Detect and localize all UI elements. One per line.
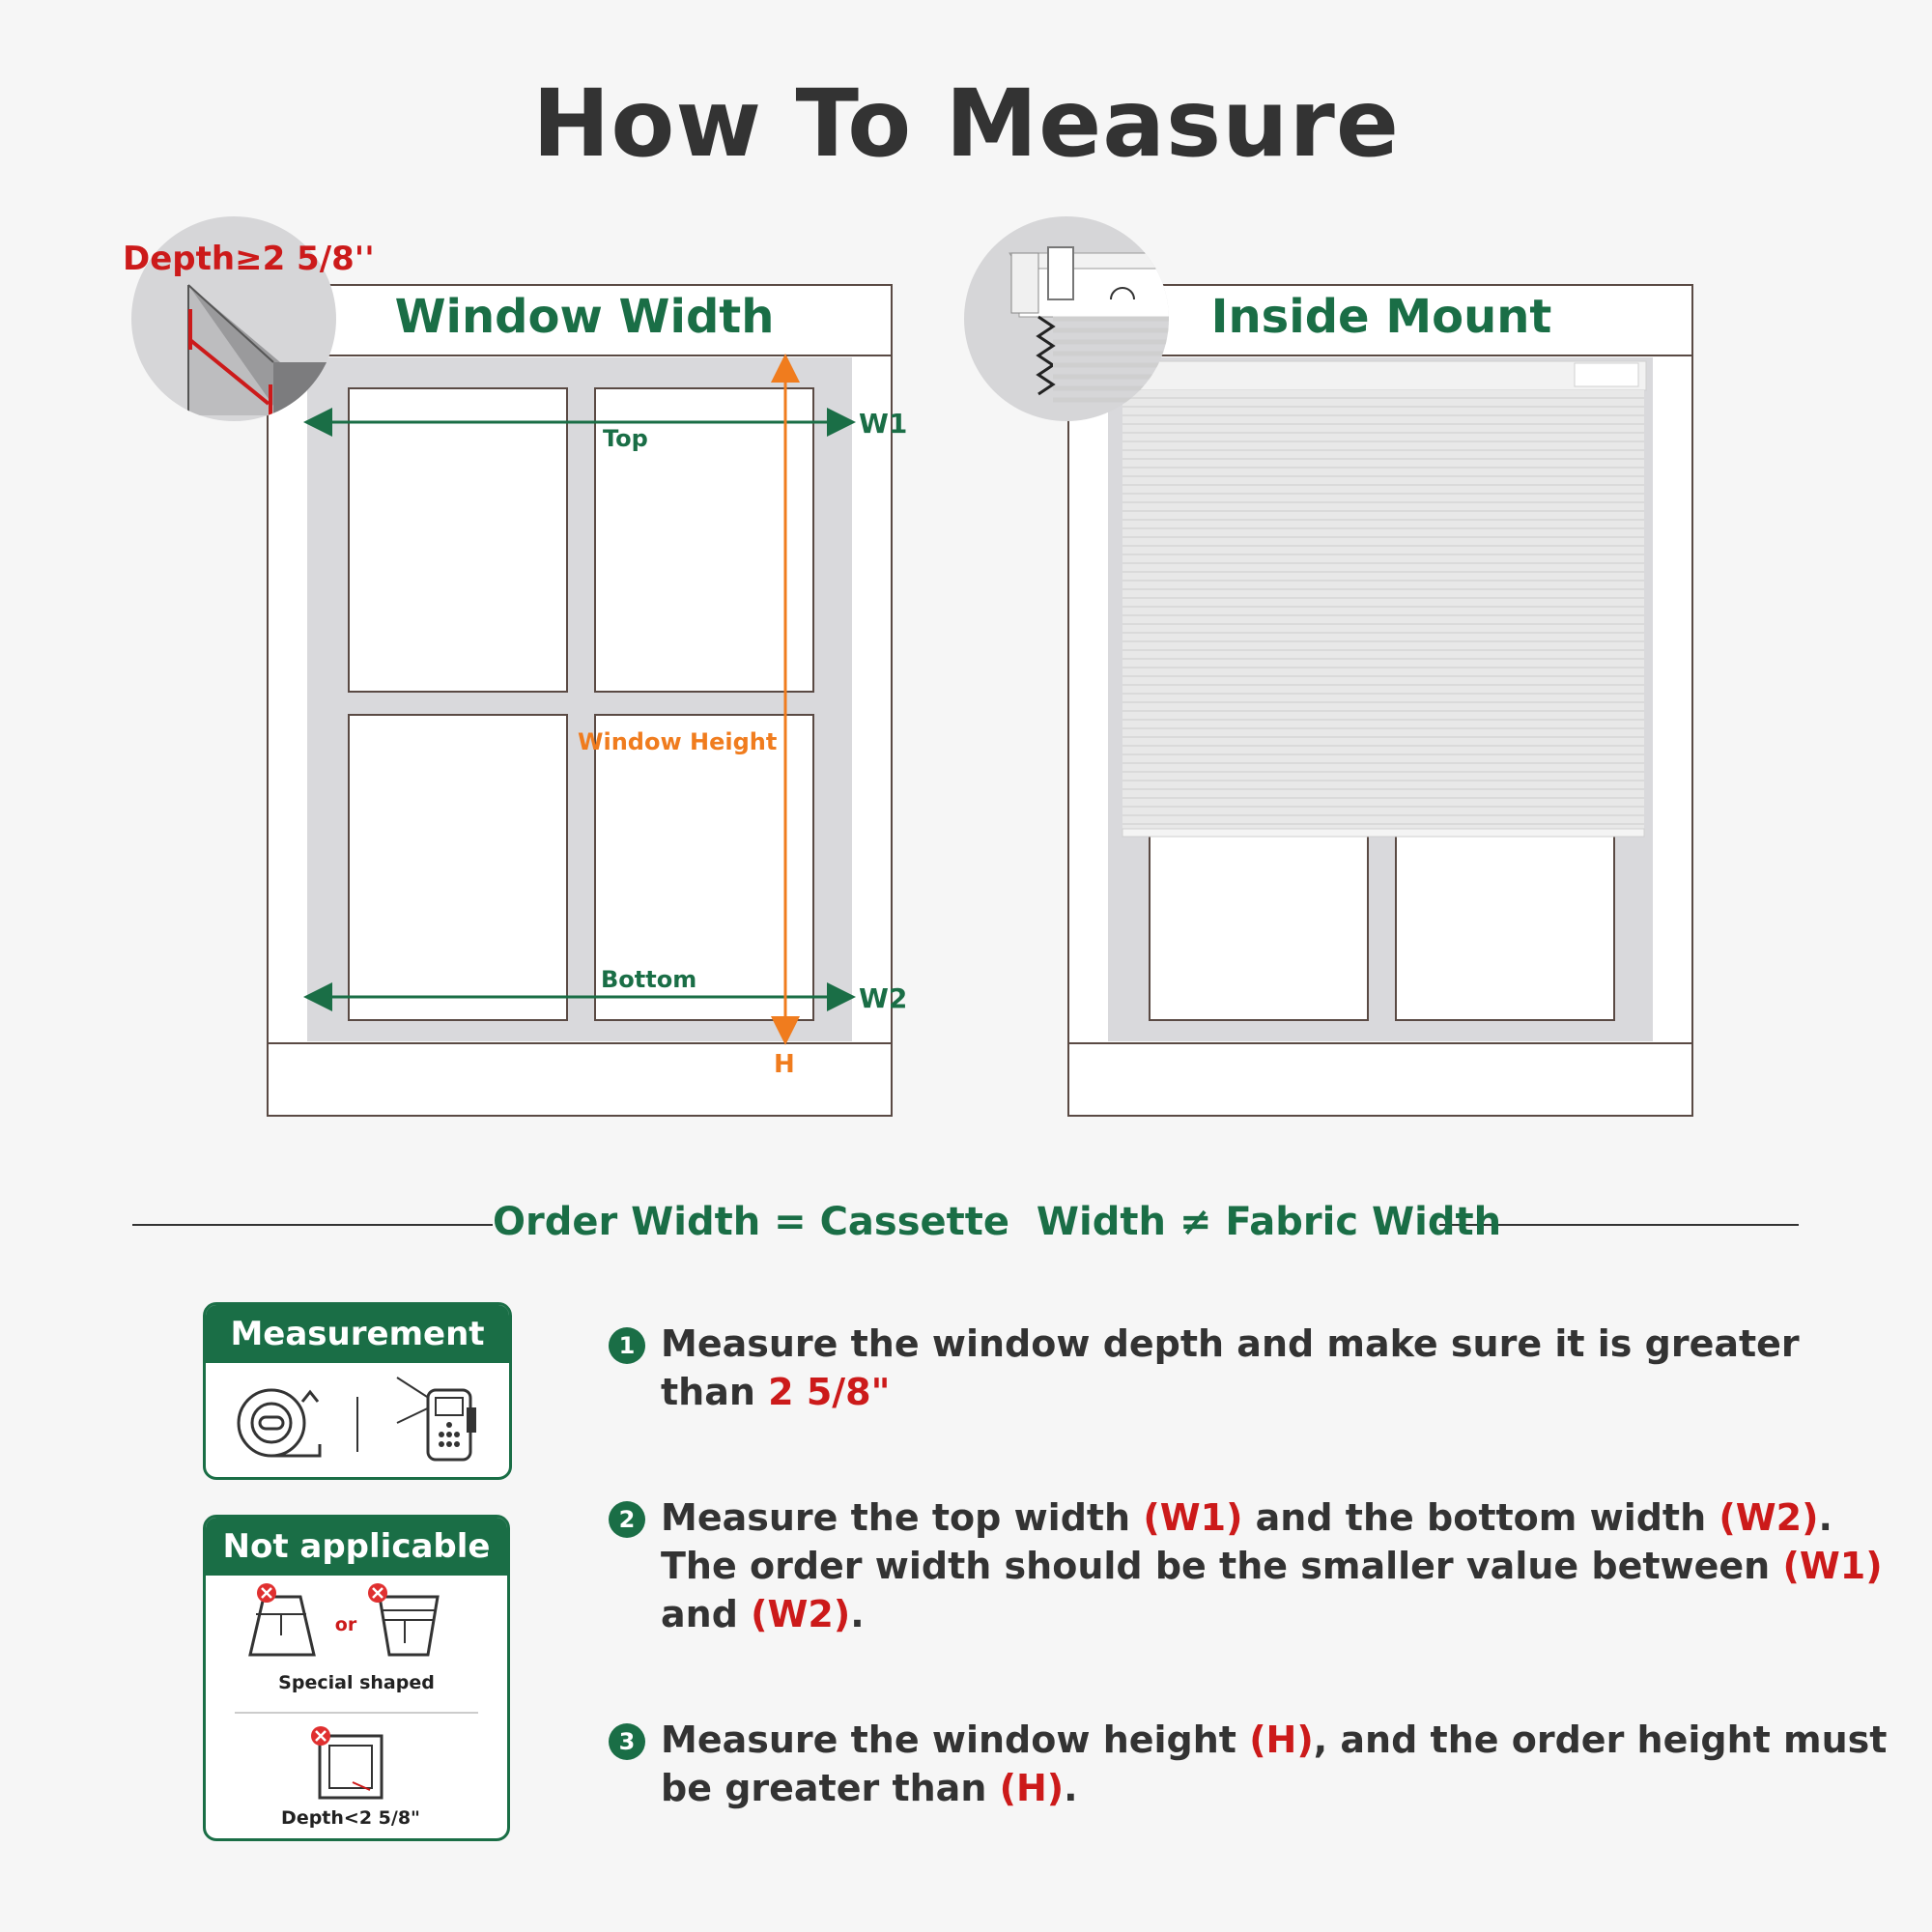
measurement-tools-icons [206, 1363, 509, 1477]
top-label: Top [603, 425, 648, 452]
step-2 [609, 1493, 1884, 1648]
depth-label: Depth≥2 5/8'' [123, 240, 375, 278]
shallow-depth-window-icon [320, 1736, 382, 1798]
bottom-label: Bottom [601, 966, 697, 993]
step-text: Measure the top width (W1) and the bottom width (W2). The order width should be the smaller value between (W1) and (W2). [661, 1496, 1883, 1635]
step-3 [609, 1716, 1888, 1822]
cross-icon [368, 1583, 387, 1603]
measurement-box [203, 1302, 512, 1480]
cross-icon [257, 1583, 276, 1603]
special-shaped-label: Special shaped [278, 1672, 435, 1693]
not-applicable-header: Not applicable [206, 1518, 507, 1576]
w1-label: W1 [859, 408, 908, 440]
cross-icon [311, 1726, 330, 1746]
step-1 [609, 1320, 1884, 1426]
tape-measure-icon [239, 1390, 320, 1456]
page-title: How To Measure [532, 70, 1400, 178]
step-number: 1 [609, 1327, 645, 1364]
or-label: or [334, 1614, 357, 1635]
order-width-note: Order Width = Cassette Width ≠ Fabric Width [493, 1200, 1502, 1244]
window-width-header: Window Width [394, 290, 775, 344]
step-number: 3 [609, 1723, 645, 1760]
inside-mount-header: Inside Mount [1210, 290, 1552, 344]
w2-label: W2 [859, 982, 908, 1014]
laser-meter-icon [397, 1378, 476, 1460]
right-window-diagram [1068, 285, 1692, 1116]
measurement-header: Measurement [206, 1305, 509, 1363]
step-text: Measure the window depth and make sure it is greater than 2 5/8" [661, 1322, 1800, 1413]
step-number: 2 [609, 1501, 645, 1538]
depth-too-shallow-label: Depth<2 5/8" [281, 1807, 420, 1829]
window-height-label: Window Height [578, 728, 778, 755]
not-applicable-box [203, 1515, 510, 1841]
left-window-diagram [268, 285, 892, 1116]
h-label: H [774, 1050, 795, 1079]
step-text: Measure the window height (H), and the order height must be greater than (H). [661, 1719, 1888, 1809]
